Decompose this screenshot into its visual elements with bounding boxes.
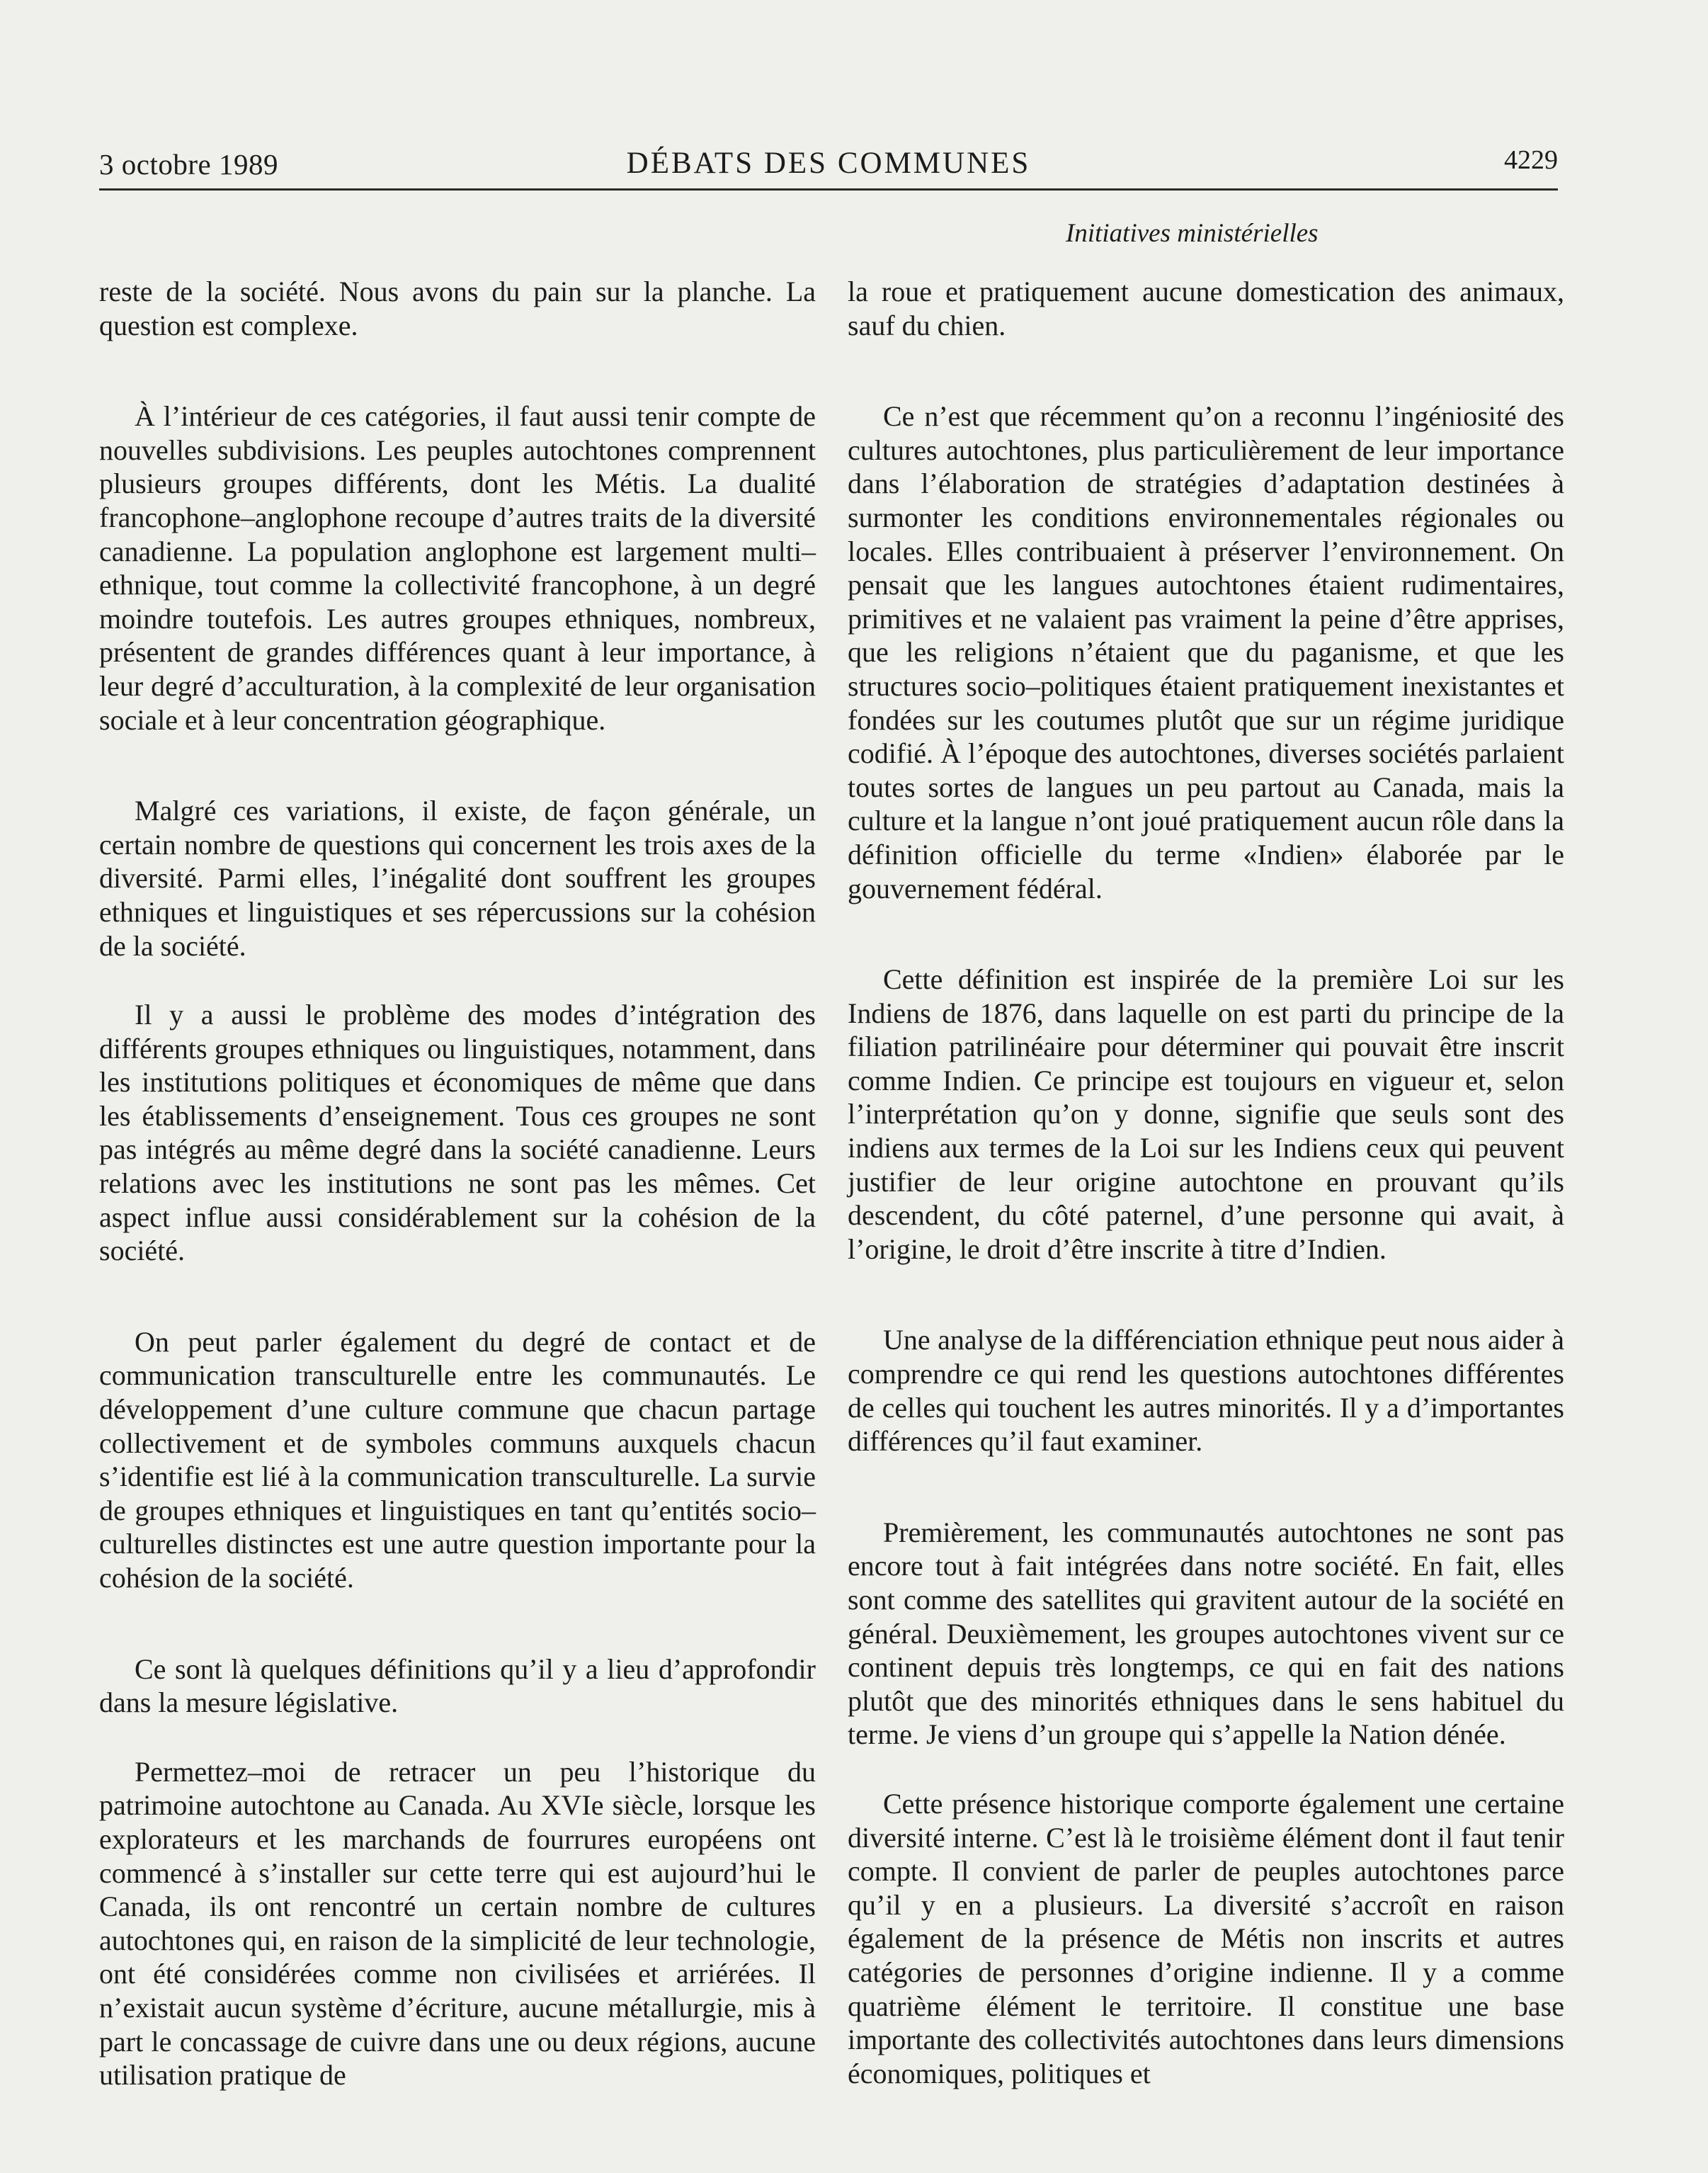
paragraph: Premièrement, les communautés autochtones ne sont pas encore tout à fait intégrées dans notre société. En fait, elles sont comme des satellites qui gravitent autour de la société en général. Deuxièmement, les groupes autochtones vivent sur ce continent depuis très longtemps, ce qui en fait des nations plutôt que des minorités ethniques dans le sens habituel du terme. Je viens d’un groupe qui s’appelle la Nation dénée. — [848, 1516, 1564, 1751]
paragraph: Permettez–moi de retracer un peu l’historique du patrimoine autochtone au Canada. Au XVIe siècle, lorsque les explorateurs et les marchands de fourrures européens ont commencé à s’installer sur cette terre qui est aujourd’hui le Canada, ils ont rencontré un certain nombre de cultures autochtones qui, en raison de la simplicité de leur technologie, ont été considérées comme non civilisées et arriérées. Il n’existait aucun système d’écriture, aucune métallurgie, mis à part le concassage de cuivre dans une ou deux régions, aucune utilisation pratique de — [99, 1755, 816, 2092]
paragraph: À l’intérieur de ces catégories, il faut aussi tenir compte de nouvelles subdivisions. Les peuples autochtones comprennent plusieurs groupes différents, dont les Métis. La dualité francophone–anglophone recoupe d’autres traits de la diversité canadienne. La population anglophone est largement multi–ethnique, tout comme la collectivité francophone, à un degré moindre toutefois. Les autres groupes ethniques, nombreux, présentent de grandes différences quant à leur importance, à leur degré d’acculturation, à la complexité de leur organisation sociale et à leur concentration géographique. — [99, 400, 816, 736]
left-column — [99, 275, 816, 2092]
paragraph: Malgré ces variations, il existe, de façon générale, un certain nombre de questions qui concernent les trois axes de la diversité. Parmi elles, l’inégalité dont souffrent les groupes ethniques et linguistiques et ses répercussions sur la cohésion de la société. — [99, 795, 816, 962]
paragraph: On peut parler également du degré de contact et de communication transculturelle entre les communautés. Le développement d’une culture commune que chacun partage collectivement et de symboles communs auxquels chacun s’identifie est lié à la communication transculturelle. La survie de groupes ethniques et linguistiques en tant qu’entités socio–culturelles distinctes est une autre question importante pour la cohésion de la société. — [99, 1325, 816, 1594]
paragraph: Une analyse de la différenciation ethnique peut nous aider à comprendre ce qui rend les questions autochtones différentes de celles qui touchent les autres minorités. Il y a d’importantes différences qu’il faut examiner. — [848, 1324, 1564, 1458]
header-date: 3 octobre 1989 — [99, 148, 278, 181]
paragraph: reste de la société. Nous avons du pain sur la planche. La question est complexe. — [99, 276, 816, 341]
paragraph: Il y a aussi le problème des modes d’intégration des différents groupes ethniques ou linguistiques, notamment, dans les institutions politiques et économiques de même que dans les établissements d’enseignement. Tous ces groupes ne sont pas intégrés au même degré dans la société canadienne. Leurs relations avec les institutions ne sont pas les mêmes. Cet aspect influe aussi considérablement sur la cohésion de la société. — [99, 999, 816, 1267]
paragraph: la roue et pratiquement aucune domestication des animaux, sauf du chien. — [848, 276, 1564, 341]
page-header — [99, 142, 1558, 191]
section-label: Initiatives ministérielles — [1066, 219, 1319, 248]
paragraph: Cette présence historique comporte également une certaine diversité interne. C’est là le troisième élément dont il faut tenir compte. Il convient de parler de peuples autochtones parce qu’il y en a plusieurs. La diversité s’accroît en raison également de la présence de Métis non inscrits et autres catégories de personnes d’origine indienne. Il y a comme quatrième élément le territoire. Il constitue une base importante des collectivités autochtones dans leurs dimensions économiques, politiques et — [848, 1787, 1564, 2089]
right-column — [848, 275, 1564, 2090]
header-page-number: 4229 — [1504, 145, 1558, 175]
paragraph: Ce n’est que récemment qu’on a reconnu l’ingéniosité des cultures autochtones, plus particulièrement de leur importance dans l’élaboration de stratégies d’adaptation destinées à surmonter les conditions environnementales régionales ou locales. Elles contribuaient à préserver l’environnement. On pensait que les langues autochtones étaient rudimentaires, primitives et ne valaient pas vraiment la peine d’être apprises, que les religions n’étaient que du paganisme, et que les structures socio–politiques étaient pratiquement inexistantes et fondées sur les coutumes plutôt que sur un régime juridique codifié. À l’époque des autochtones, diverses sociétés parlaient toutes sortes de langues un peu partout au Canada, mais la culture et la langue n’ont joué pratiquement aucun rôle dans la définition officielle du terme «Indien» élaborée par le gouvernement fédéral. — [848, 400, 1564, 904]
paragraph: Cette définition est inspirée de la première Loi sur les Indiens de 1876, dans laquelle on est parti du principe de la filiation patrilinéaire pour déterminer qui pouvait être inscrit comme Indien. Ce principe est toujours en vigueur et, selon l’interprétation qu’on y donne, signifie que seuls sont des indiens aux termes de la Loi sur les Indiens ceux qui peuvent justifier de leur origine autochtone en prouvant qu’ils descendent, du côté paternel, d’une personne qui avait, à l’origine, le droit d’être inscrite à titre d’Indien. — [848, 963, 1564, 1265]
header-title: DÉBATS DES COMMUNES — [626, 147, 1031, 180]
paragraph: Ce sont là quelques définitions qu’il y a lieu d’approfondir dans la mesure législative. — [99, 1652, 816, 1719]
